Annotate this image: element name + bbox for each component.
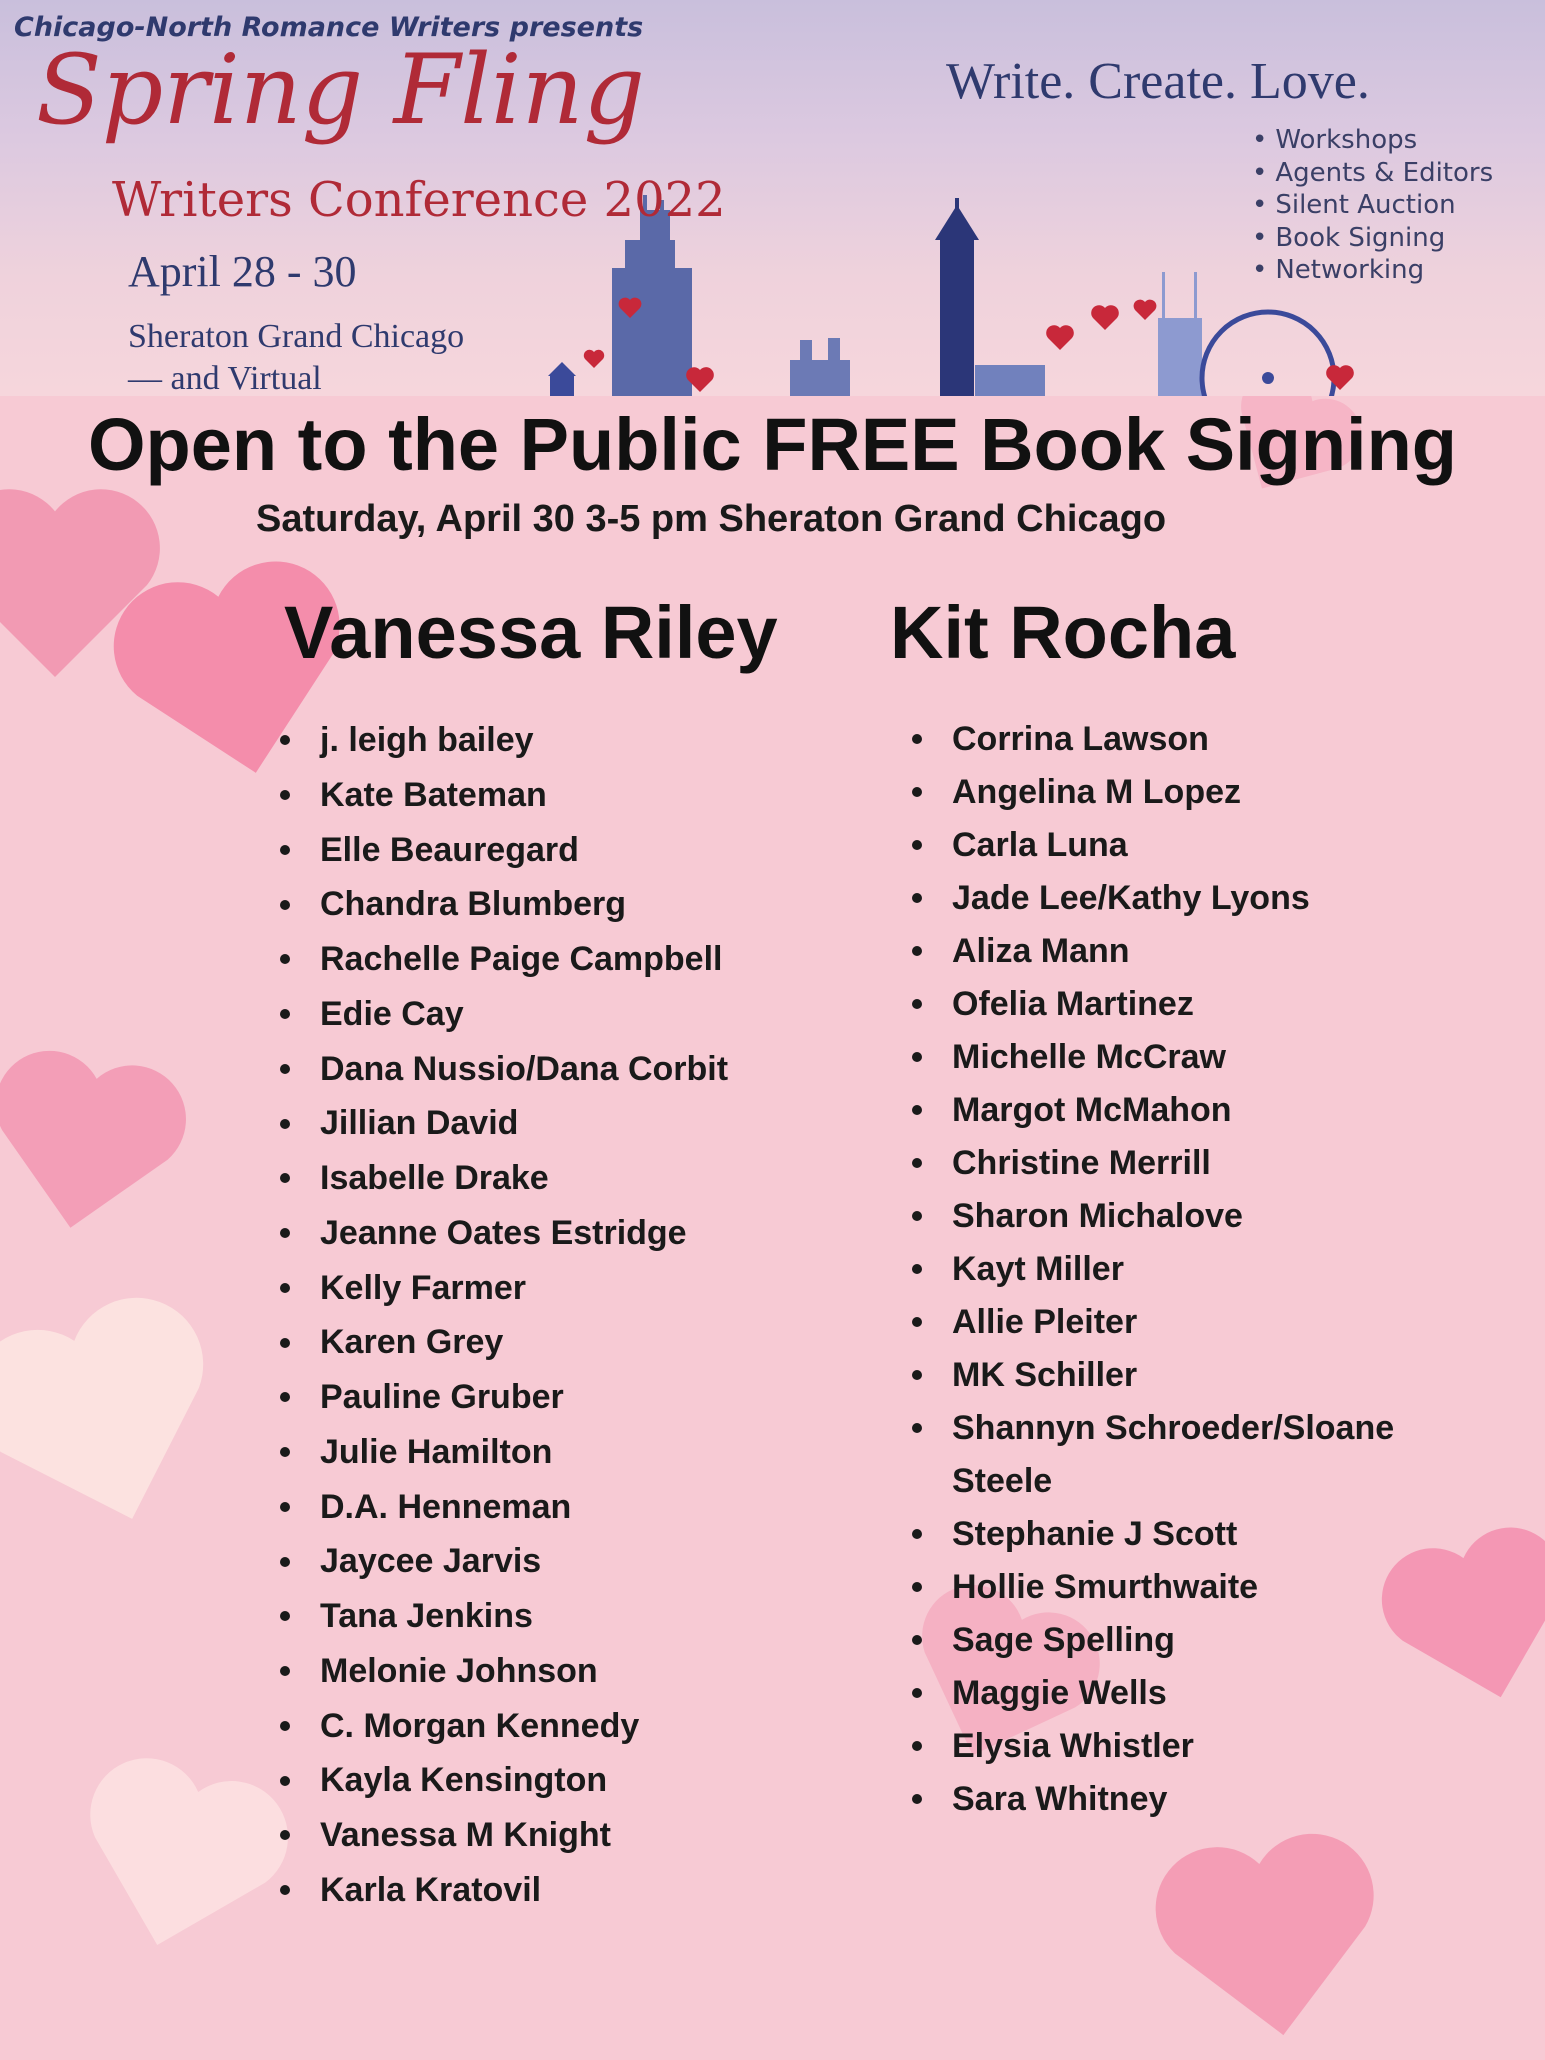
- list-item: Michelle McCraw: [908, 1031, 1468, 1084]
- list-item: Kelly Farmer: [276, 1261, 728, 1316]
- conference-title: Spring Fling: [36, 34, 645, 146]
- feature-item: • Agents & Editors: [1252, 157, 1493, 190]
- list-item: Angelina M Lopez: [908, 766, 1468, 819]
- list-item: Rachelle Paige Campbell: [276, 932, 728, 987]
- event-heading: Open to the Public FREE Book Signing: [88, 403, 1457, 486]
- list-item: Sara Whitney: [908, 1773, 1468, 1826]
- list-item: Stephanie J Scott: [908, 1508, 1468, 1561]
- list-item: C. Morgan Kennedy: [276, 1699, 728, 1754]
- list-item: MK Schiller: [908, 1349, 1468, 1402]
- list-item: Corrina Lawson: [908, 713, 1468, 766]
- list-item: Sage Spelling: [908, 1614, 1468, 1667]
- venue-line: — and Virtual: [128, 360, 322, 396]
- conference-banner: [0, 0, 1545, 396]
- conference-venue: [128, 316, 464, 396]
- list-item: Pauline Gruber: [276, 1370, 728, 1425]
- list-item: Karla Kratovil: [276, 1863, 728, 1918]
- list-item: Isabelle Drake: [276, 1151, 728, 1206]
- list-item: Allie Pleiter: [908, 1296, 1468, 1349]
- list-item: Jaycee Jarvis: [276, 1534, 728, 1589]
- list-item: Melonie Johnson: [276, 1644, 728, 1699]
- presenter-line: Chicago-North Romance Writers presents: [14, 12, 644, 43]
- heart-decoration-icon: [70, 1750, 290, 1970]
- list-item: Sharon Michalove: [908, 1190, 1468, 1243]
- list-item: Chandra Blumberg: [276, 877, 728, 932]
- tagline: Write. Create. Love.: [946, 53, 1370, 110]
- right-headliner: Kit Rocha: [890, 591, 1236, 674]
- heart-decoration-icon: [0, 1290, 230, 1550]
- left-author-list: [276, 713, 728, 1918]
- feature-list: [1252, 124, 1493, 287]
- list-item: Shannyn Schroeder/Sloane Steele: [908, 1402, 1468, 1508]
- list-item: Elysia Whistler: [908, 1720, 1468, 1773]
- list-item: Ofelia Martinez: [908, 978, 1468, 1031]
- conference-subtitle: Writers Conference 2022: [112, 172, 726, 228]
- list-item: Kate Bateman: [276, 768, 728, 823]
- list-item: Julie Hamilton: [276, 1425, 728, 1480]
- list-item: Jeanne Oates Estridge: [276, 1206, 728, 1261]
- list-item: Edie Cay: [276, 987, 728, 1042]
- feature-item: • Networking: [1252, 254, 1493, 287]
- list-item: Jade Lee/Kathy Lyons: [908, 872, 1468, 925]
- feature-item: • Workshops: [1252, 124, 1493, 157]
- list-item: Margot McMahon: [908, 1084, 1468, 1137]
- list-item: Karen Grey: [276, 1315, 728, 1370]
- list-item: Christine Merrill: [908, 1137, 1468, 1190]
- list-item: Elle Beauregard: [276, 823, 728, 878]
- list-item: j. leigh bailey: [276, 713, 728, 768]
- list-item: Tana Jenkins: [276, 1589, 728, 1644]
- heart-decoration-icon: [1150, 1820, 1390, 2060]
- list-item: Kayla Kensington: [276, 1753, 728, 1808]
- list-item: Hollie Smurthwaite: [908, 1561, 1468, 1614]
- event-details: Saturday, April 30 3-5 pm Sheraton Grand Chicago: [256, 498, 1167, 540]
- right-author-list: [908, 713, 1468, 1826]
- list-item: Maggie Wells: [908, 1667, 1468, 1720]
- list-item: Dana Nussio/Dana Corbit: [276, 1042, 728, 1097]
- left-headliner: Vanessa Riley: [284, 591, 778, 674]
- list-item: Jillian David: [276, 1096, 728, 1151]
- list-item: D.A. Henneman: [276, 1480, 728, 1535]
- feature-item: • Book Signing: [1252, 222, 1493, 255]
- heart-decoration-icon: [0, 1040, 190, 1250]
- list-item: Kayt Miller: [908, 1243, 1468, 1296]
- conference-dates: April 28 - 30: [128, 247, 357, 296]
- venue-line: Sheraton Grand Chicago: [128, 318, 465, 355]
- list-item: Carla Luna: [908, 819, 1468, 872]
- list-item: Aliza Mann: [908, 925, 1468, 978]
- list-item: Vanessa M Knight: [276, 1808, 728, 1863]
- feature-item: • Silent Auction: [1252, 189, 1493, 222]
